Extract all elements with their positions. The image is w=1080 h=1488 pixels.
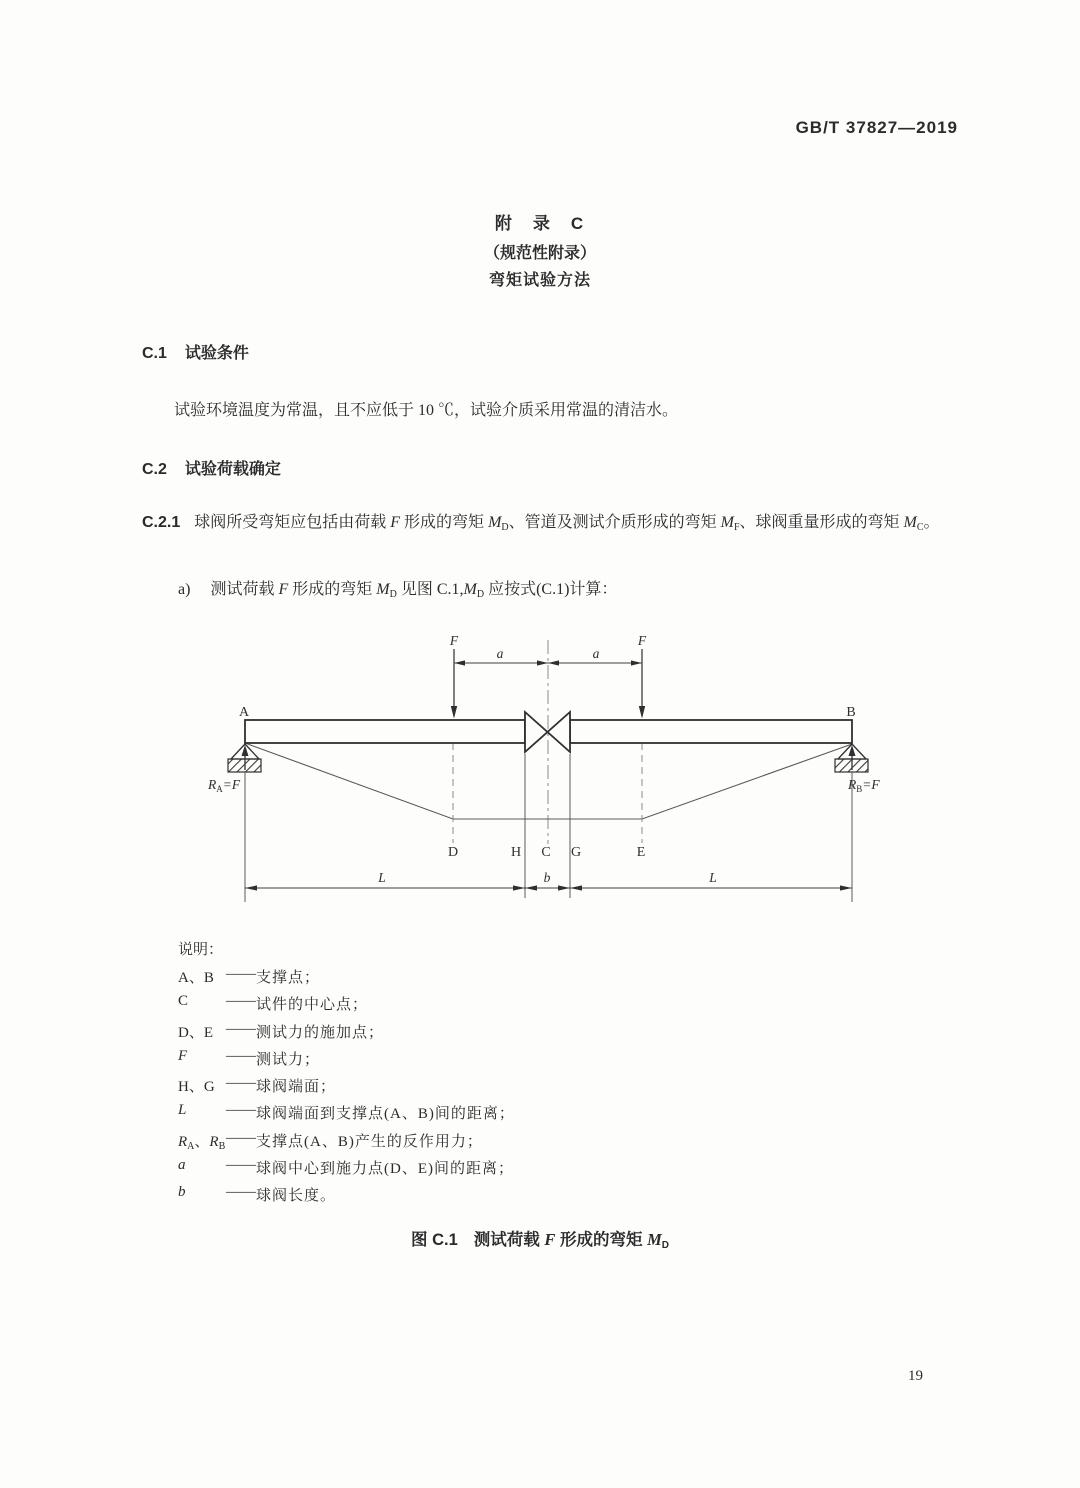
legend-desc: 测试力的施加点； — [256, 1024, 385, 1041]
point-label-b: B — [846, 705, 856, 720]
legend-symbol: H、G — [178, 1079, 215, 1096]
var-m-sub: F — [733, 522, 740, 533]
var-m-sub: D — [476, 589, 485, 600]
var-f: F — [544, 1230, 556, 1249]
support-b — [835, 744, 868, 902]
legend-symbol: b — [178, 1184, 186, 1201]
point-label-g: G — [570, 845, 582, 860]
appendix-title: 附 录 C — [494, 214, 586, 233]
pipe-left — [245, 720, 525, 743]
legend-item-b — [178, 1184, 515, 1211]
figure-legend — [178, 938, 515, 1212]
var-f: F — [390, 514, 401, 531]
dimension-lbl-row — [245, 885, 852, 890]
legend-item-l — [178, 1102, 515, 1129]
legend-desc: 球阀端面到支撑点(A、B)间的距离； — [256, 1106, 515, 1123]
page-number: 19 — [908, 1368, 923, 1384]
svg-text:F: F — [449, 633, 459, 648]
legend-dash: —— — [226, 1047, 256, 1064]
dim-l-label-left: L — [378, 870, 386, 885]
var-m: M — [647, 1230, 662, 1249]
point-label-c: C — [541, 845, 551, 860]
point-label-d: D — [447, 845, 459, 860]
item-text: 形成的弯矩 — [288, 581, 377, 598]
item-text: 应按式(C.1)计算： — [484, 581, 618, 598]
item-text: 见图 C.1, — [396, 581, 464, 598]
legend-item-c — [178, 993, 515, 1020]
appendix-subtitle: （规范性附录） — [483, 245, 596, 262]
dim-b-label: b — [543, 870, 551, 885]
var-m-sub: D — [389, 589, 397, 600]
caption-text: 形成的弯矩 — [555, 1231, 648, 1249]
legend-item-de — [178, 1021, 515, 1048]
legend-dash: —— — [226, 993, 256, 1010]
section-title: 试验荷载确定 — [184, 461, 281, 478]
legend-item-f — [178, 1048, 515, 1075]
reaction-label-b: RB=F — [848, 777, 880, 794]
legend-dash: —— — [226, 1129, 256, 1146]
clause-text: 、球阀重量形成的弯矩 — [739, 514, 904, 531]
var-f: F — [278, 581, 289, 598]
legend-symbol: D、E — [178, 1024, 213, 1041]
item-text: 测试荷载 — [210, 581, 279, 598]
support-a — [228, 744, 261, 902]
point-label-e: E — [636, 845, 646, 860]
caption-text: 测试荷载 — [473, 1231, 545, 1249]
legend-item-ab — [178, 966, 515, 993]
clause-number: C.2.1 — [142, 514, 181, 531]
point-label-a: A — [238, 705, 250, 720]
clause-text: 、管道及测试介质形成的弯矩 — [508, 514, 721, 531]
var-m-sub: D — [501, 522, 509, 533]
legend-item-rarb — [178, 1130, 515, 1157]
figure-c1-diagram — [200, 630, 900, 915]
dimension-a — [454, 660, 642, 665]
reaction-label-a: RA=F — [208, 777, 241, 794]
legend-dash: —— — [226, 1157, 256, 1174]
paragraph-c21 — [142, 508, 957, 537]
dim-a-label-left: a — [496, 646, 504, 661]
force-arrow-left — [449, 633, 459, 719]
figure-number: 图 C.1 — [411, 1231, 458, 1249]
dim-l-label-right: L — [709, 870, 717, 885]
legend-dash: —— — [226, 1184, 256, 1201]
var-m: M — [376, 581, 390, 598]
section-title: 试验条件 — [184, 345, 249, 362]
appendix-name: 弯矩试验方法 — [488, 272, 591, 289]
list-item-label: a) — [178, 581, 191, 598]
legend-desc: 支撑点； — [256, 970, 321, 986]
dim-a-label-right: a — [592, 646, 600, 661]
legend-symbol: L — [178, 1102, 187, 1119]
legend-desc: 球阀长度。 — [256, 1188, 337, 1205]
legend-title: 说明： — [178, 942, 224, 958]
svg-text:F: F — [637, 633, 647, 648]
legend-desc: 测试力； — [256, 1051, 321, 1068]
legend-symbol: A、B — [178, 970, 214, 986]
var-m-sub: C — [916, 522, 924, 533]
legend-symbol: F — [178, 1047, 188, 1064]
legend-dash: —— — [226, 1075, 256, 1092]
var-m-sub: D — [661, 1240, 669, 1251]
force-arrow-right — [637, 633, 647, 719]
legend-symbol: C — [178, 993, 189, 1010]
paragraph-c1-body: 试验环境温度为常温，且不应低于 10 ℃，试验介质采用常温的清洁水。 — [174, 402, 679, 419]
legend-dash: —— — [226, 966, 256, 982]
legend-desc: 支撑点(A、B)产生的反作用力； — [256, 1133, 483, 1150]
section-heading-c2 — [142, 456, 281, 479]
list-item-a — [178, 576, 617, 599]
figure-caption — [0, 1226, 1080, 1250]
legend-symbol: $R_A$、$R_B$ — [178, 1133, 226, 1152]
clause-text: 球阀所受弯矩应包括由荷载 — [194, 514, 391, 531]
clause-text: 形成的弯矩 — [400, 514, 489, 531]
legend-item-hg — [178, 1075, 515, 1102]
standard-number: GB/T 37827—2019 — [795, 118, 958, 137]
legend-item-a — [178, 1157, 515, 1184]
legend-dash: —— — [226, 1020, 256, 1037]
section-number: C.1 — [142, 345, 167, 362]
legend-symbol: a — [178, 1157, 186, 1174]
var-m: M — [720, 514, 734, 531]
legend-dash: —— — [226, 1102, 256, 1119]
legend-desc: 试件的中心点； — [256, 997, 369, 1014]
section-number: C.2 — [142, 461, 167, 478]
pipe-right — [570, 720, 852, 743]
moment-diagram-line — [245, 743, 852, 819]
var-m: M — [488, 514, 502, 531]
legend-desc: 球阀中心到施力点(D、E)间的距离； — [256, 1161, 514, 1178]
var-m: M — [463, 581, 477, 598]
var-m: M — [903, 514, 917, 531]
clause-text: 。 — [923, 514, 940, 531]
point-label-h: H — [510, 845, 522, 860]
legend-desc: 球阀端面； — [256, 1079, 337, 1096]
section-heading-c1 — [142, 340, 249, 363]
